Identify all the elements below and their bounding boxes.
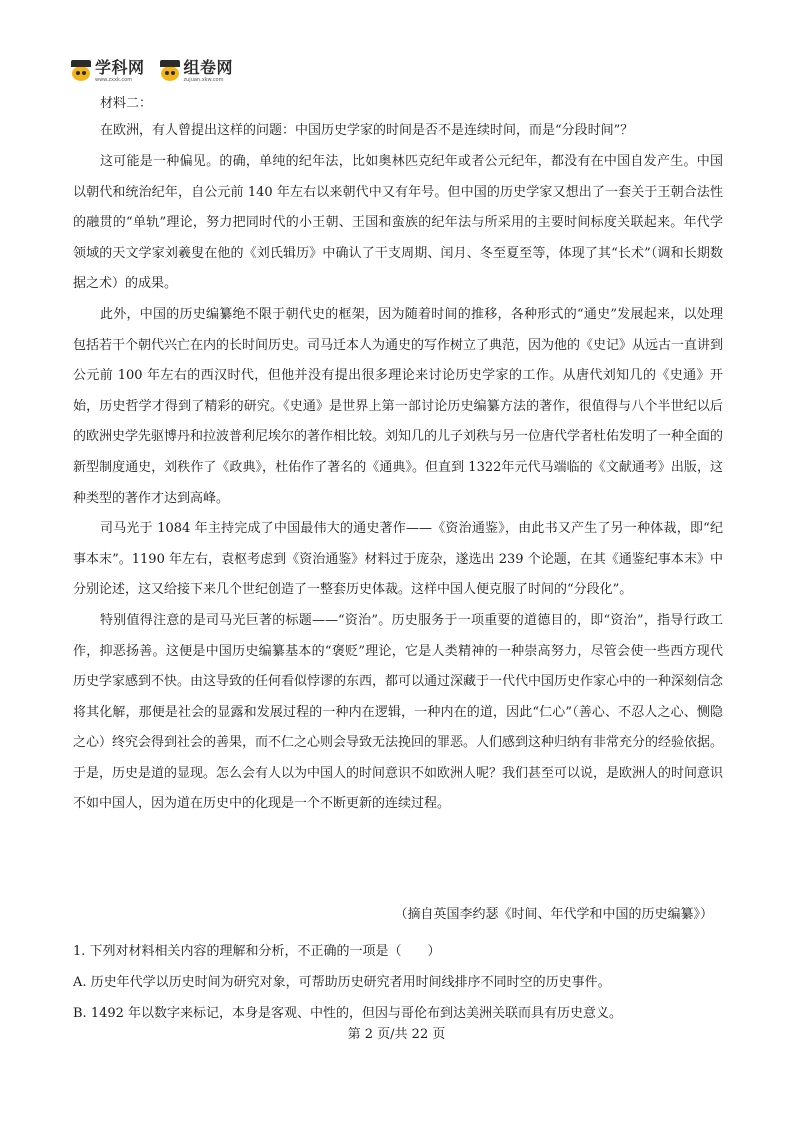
logo2-url: zujuan.xkw.com — [183, 77, 224, 83]
mascot-icon — [70, 60, 92, 82]
xkw-logo — [70, 60, 145, 83]
paragraph-5: 特别值得注意的是司马光巨著的标题——“资治”。历史服务于一项重要的道德目的，即“资治”，指导行政工作，抑恶扬善。这便是中国历史编纂基本的“褒贬”理论，它是人类精神的一种崇高努力，尽管会使一些西方现代历史学家感到不快。由这导致的任何看似悖谬的东西，都可以通过深藏于一代代中国历史作家心中的一种深刻信念将其化解，那便是社会的显露和发展过程的一种内在逻辑，一种内在的道，因此“仁心”（善心、不忍人之心、恻隐之心）终究会得到社会的善果，而不仁之心则会导致无法挽回的罪恶。人们感到这种归纳有非常充分的经验依据。于是，历史是道的显现。怎么会有人以为中国人的时间意识不如欧洲人呢？我们甚至可以说，是欧洲人的时间意识不如中国人，因为道在历史中的化现是一个不断更新的连续过程。 — [73, 612, 724, 812]
paragraph-1: 在欧洲，有人曾提出这样的问题：中国历史学家的时间是否不是连续时间，而是“分段时间”？ — [100, 123, 634, 138]
question-stem: 1. 下列对材料相关内容的理解和分析，不正确的一项是（ ） — [73, 944, 441, 959]
logo2-text: 组卷网 — [183, 58, 234, 77]
material-heading: 材料二： — [100, 96, 153, 111]
article-body — [73, 147, 723, 820]
paragraph-2: 这可能是一种偏见。的确，单纯的纪年法，比如奥林匹克纪年或者公元纪年，都没有在中国自发产生。中国以朝代和统治纪年，自公元前 140 年左右以来朝代中又有年号。但中国的历史学家又想出了一套关于王朝合法性的融贯的“单轨”理论，努力把同时代的小王朝、王国和蛮族的纪年法与所采用的主要时间标度关联起来。年代学领域的天文学家刘羲叟在他的《刘氏辑历》中确认了干支周期、闰月、冬至夏至等，体现了其“长术”（调和长期数据之术）的成果。 — [73, 154, 723, 292]
mascot-icon — [159, 60, 181, 82]
paragraph-3: 此外，中国的历史编纂绝不限于朝代史的框架，因为随着时间的推移，各种形式的“通史”发展起来，以处理包括若干个朝代兴亡在内的长时间历史。司马迁本人为通史的写作树立了典范，因为他的《史记》从远古一直讲到公元前 100 年左右的西汉时代，但他并没有提出很多理论来讨论历史学家的工作。从唐代刘知几的《史通》开始，历史哲学才得到了精彩的研究。《史通》是世界上第一部讨论历史编纂方法的著作，很值得与八个半世纪以后的欧洲史学先驱博丹和拉波普利尼埃尔的著作相比较。刘知几的儿子刘秩与另一位唐代学者杜佑发明了一种全面的新型制度通史，刘秩作了《政典》，杜佑作了著名的《通典》。但直到 1322年元代马端临的《文献通考》出版，这种类型的著作才达到高峰。 — [73, 306, 724, 506]
source-citation: （摘自英国李约瑟《时间、年代学和中国的历史编纂》） — [394, 907, 713, 922]
paragraph-4: 司马光于 1084 年主持完成了中国最伟大的通史著作——《资治通鉴》，由此书又产生了另一种体裁，即“纪事本末”。1190 年左右，袁枢考虑到《资治通鉴》材料过于庞杂，遂选出 239 个论题，在其《通鉴纪事本末》中分别论述，这又给接下来几个世纪创造了一整套历史体裁。这样中国人便克服了时间的“分段化”。 — [73, 521, 723, 598]
logo1-text: 学科网 — [95, 58, 145, 77]
logo1-url: www.zxxk.com — [95, 77, 133, 83]
option-b: B. 1492 年以数字来标记，本身是客观、中性的，但因与哥伦布到达美洲关联而具有历史意义。 — [73, 1006, 623, 1021]
zujuan-logo — [159, 60, 234, 83]
option-a: A. 历史年代学以历史时间为研究对象，可帮助历史研究者用时间线排序不同时空的历史事件。 — [73, 975, 611, 990]
page-number: 第 2 页/共 22 页 — [347, 1027, 446, 1042]
header-logos — [70, 60, 233, 90]
